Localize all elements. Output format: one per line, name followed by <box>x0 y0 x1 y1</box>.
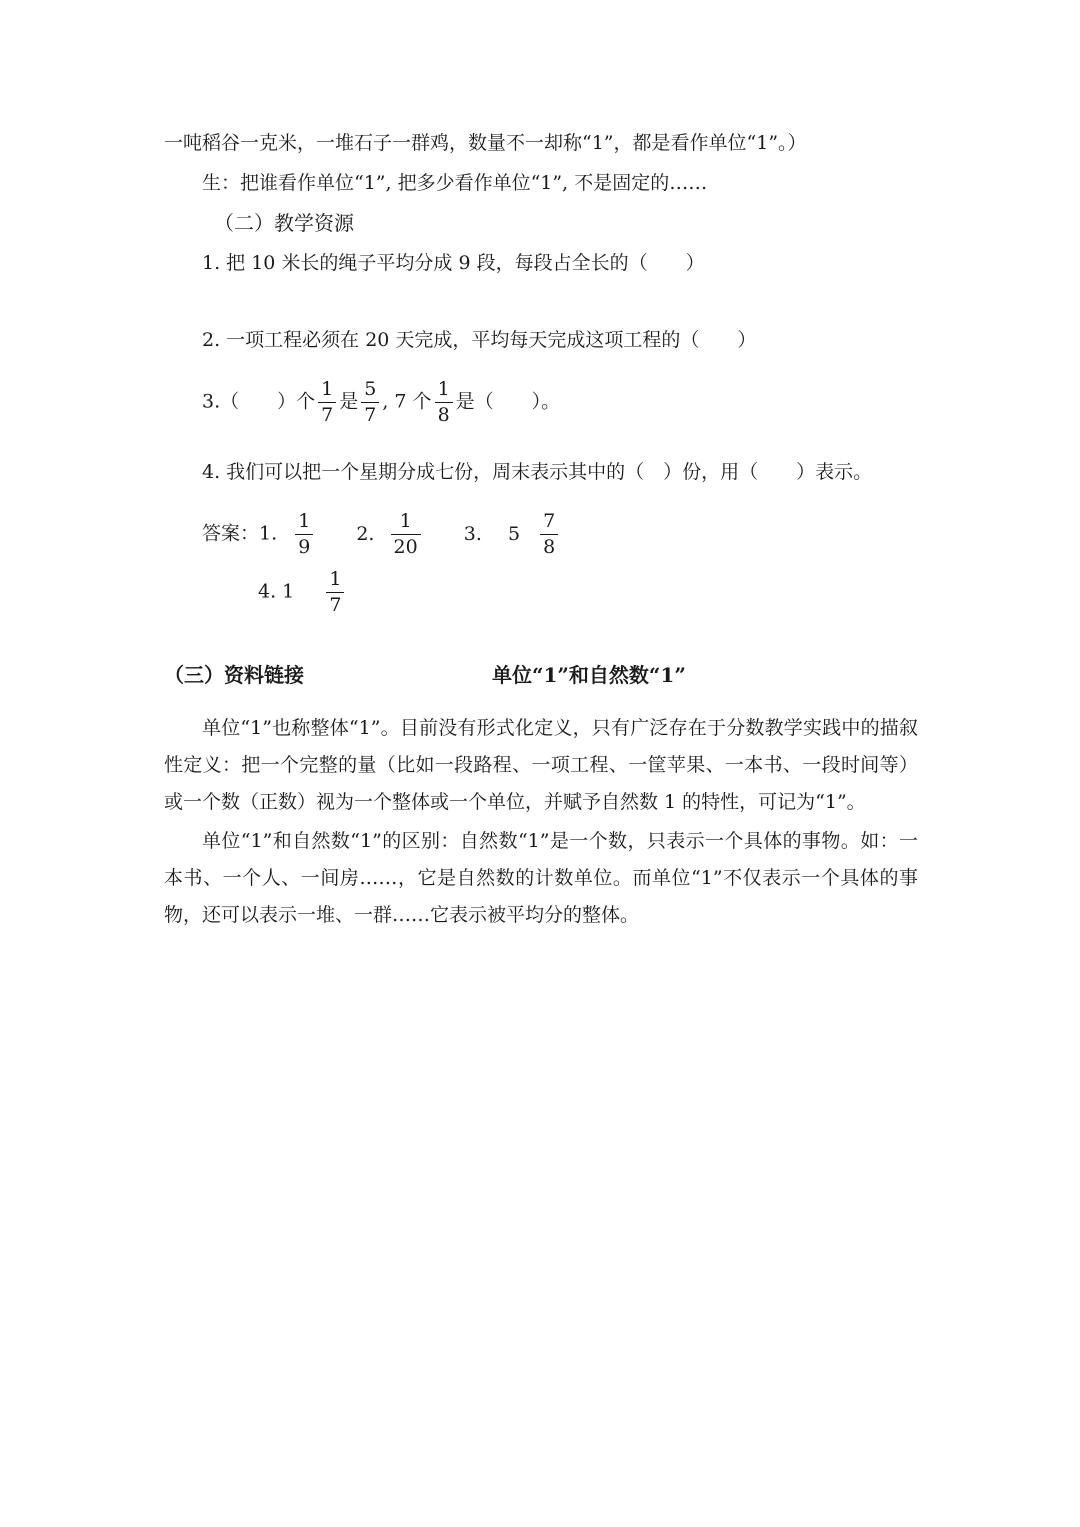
answer-2-label: 2. <box>356 522 375 545</box>
answer-3-value: 5 <box>507 522 521 545</box>
fraction-numerator: 5 <box>364 378 377 400</box>
q3-part4: 是（ ）。 <box>455 390 561 413</box>
answer-4-fraction <box>326 570 344 615</box>
section3-body <box>164 710 918 934</box>
fraction-numerator: 7 <box>543 510 556 532</box>
section3-title: 单位“1”和自然数“1” <box>492 663 686 687</box>
fraction-1-7 <box>318 380 336 425</box>
fraction-denominator: 9 <box>295 534 313 557</box>
fraction-denominator: 8 <box>540 534 558 557</box>
answer-4-row <box>258 570 347 615</box>
fraction-numerator: 1 <box>399 510 412 532</box>
q3-part2: 是 <box>339 390 359 413</box>
section2-heading: （二）教学资源 <box>214 211 354 235</box>
question-3 <box>202 380 560 425</box>
fraction-denominator: 8 <box>435 402 453 425</box>
paragraph-1: 单位“1”也称整体“1”。目前没有形式化定义，只有广泛存在于分数教学实践中的描叙性定义：把一个完整的量（比如一段路程、一项工程、一筐苹果、一本书、一段时间等）或一个数（正数）视为一个整体或一个单位，并赋予自然数 1 的特性，可记为“1”。 <box>164 717 918 813</box>
answer-3-label: 3. <box>463 522 482 545</box>
fraction-denominator: 20 <box>391 534 421 557</box>
fraction-numerator: 1 <box>329 568 342 590</box>
fraction-denominator: 7 <box>326 592 344 615</box>
fraction-numerator: 1 <box>321 378 334 400</box>
question-4: 4. 我们可以把一个星期分成七份，周末表示其中的（ ）份，用（ ）表示。 <box>202 461 873 483</box>
fraction-denominator: 7 <box>361 402 379 425</box>
text-line-1: 一吨稻谷一克米，一堆石子一群鸡，数量不一却称“1”，都是看作单位“1”。） <box>164 132 807 154</box>
answer-3-fraction <box>540 512 558 557</box>
fraction-denominator: 7 <box>318 402 336 425</box>
question-1: 1. 把 10 米长的绳子平均分成 9 段，每段占全长的（ ） <box>202 252 705 274</box>
q3-part3: , 7 个 <box>382 390 432 413</box>
q3-part1: 3.（ ）个 <box>202 390 316 413</box>
answer-1-fraction <box>295 512 313 557</box>
answers-row <box>202 512 561 557</box>
fraction-numerator: 1 <box>298 510 311 532</box>
section3-heading: （三）资料链接 <box>164 663 304 687</box>
fraction-1-8 <box>435 380 453 425</box>
answer-4-label: 4. 1 <box>258 580 295 603</box>
fraction-5-7 <box>361 380 379 425</box>
fraction-numerator: 1 <box>437 378 450 400</box>
answer-2-fraction <box>391 512 421 557</box>
question-2: 2. 一项工程必须在 20 天完成，平均每天完成这项工程的（ ） <box>202 329 757 351</box>
text-line-2: 生：把谁看作单位“1”, 把多少看作单位“1”, 不是固定的…… <box>202 172 708 194</box>
answers-label: 答案：1. <box>202 522 278 545</box>
paragraph-2: 单位“1”和自然数“1”的区别：自然数“1”是一个数，只表示一个具体的事物。如：一本书、一个人、一间房……，它是自然数的计数单位。而单位“1”不仅表示一个具体的事物，还可以表示一堆、一群……它表示被平均分的整体。 <box>164 830 918 926</box>
